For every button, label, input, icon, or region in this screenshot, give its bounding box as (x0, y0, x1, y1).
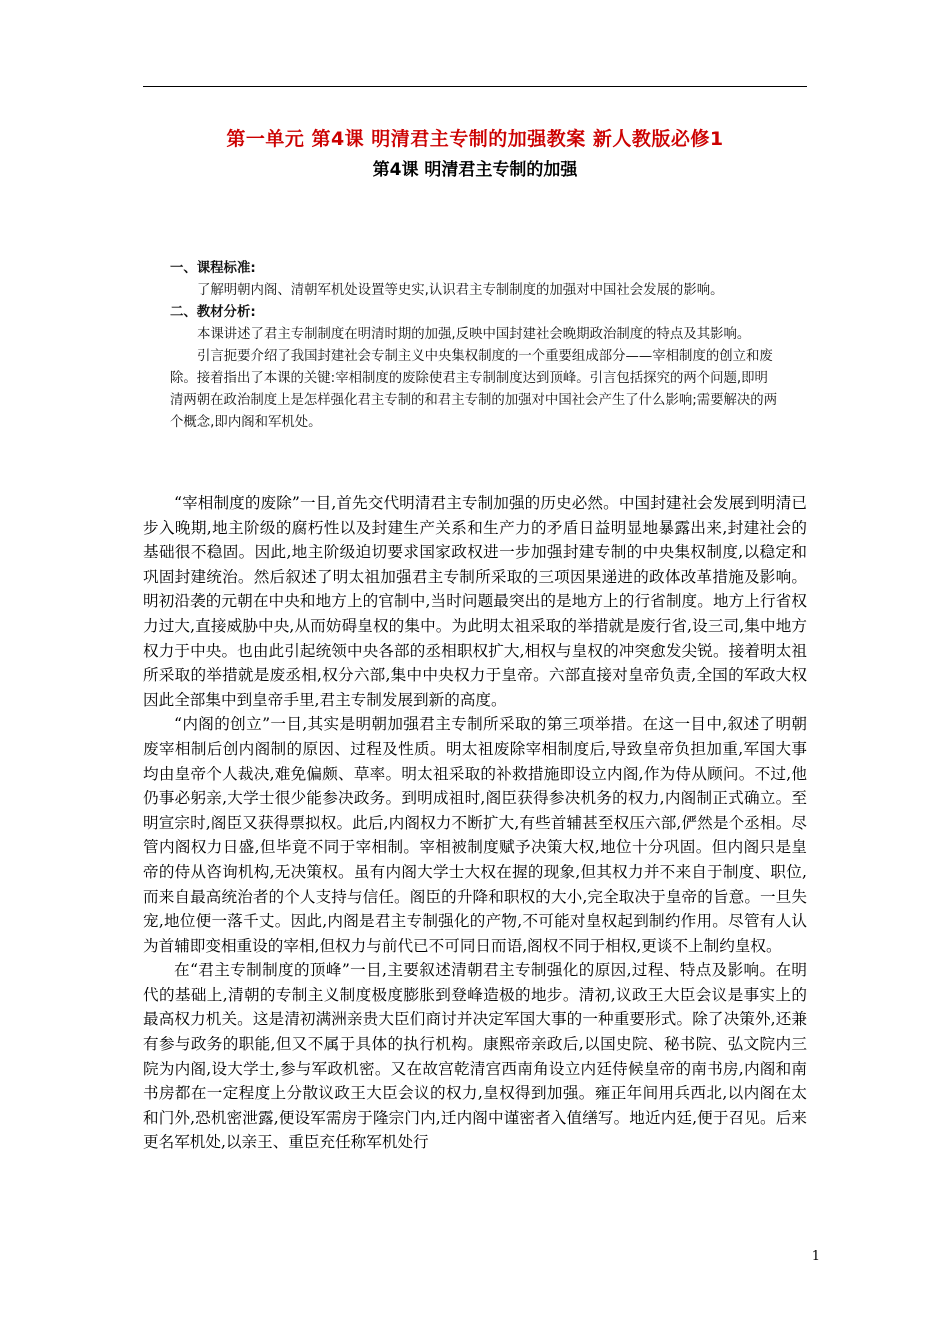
scanned-excerpt (170, 258, 780, 434)
body-paragraph-3: 在“君主专制制度的顶峰”一目,主要叙述清朝君主专制强化的原因,过程、特点及影响。在明代的基础上,清朝的专制主义制度极度膨胀到登峰造极的地步。清初,议政王大臣会议是事实上的最高权力机关。这是清初满洲亲贵大臣们商讨并决定军国大事的一种重要形式。除了决策外,还兼有参与政务的职能,但又不属于具体的执行机构。康熙帝亲政后,以国史院、秘书院、弘文院内三院为内阁,设大学士,参与军政机密。又在故宫乾清宫西南角设立内廷侍候皇帝的南书房,内阁和南书房都在一定程度上分散议政王大臣会议的权力,皇权得到加强。雍正年间用兵西北,以内阁在太和门外,恐机密泄露,便设军需房于隆宗门内,迁内阁中谨密者入值缮写。地近内廷,便于召见。后来更名军机处,以亲王、重臣充任称军机处行 (143, 961, 807, 1152)
header-rule (143, 86, 807, 87)
document-title: 第一单元 第4课 明清君主专制的加强教案 新人教版必修1 (226, 128, 724, 150)
body-text (143, 491, 807, 1155)
body-paragraph-2: “内阁的创立”一目,其实是明朝加强君主专制所采取的第三项举措。在这一目中,叙述了明朝废宰相制后创内阁制的原因、过程及性质。明太祖废除宰相制度后,导致皇帝负担加重,军国大事均由皇帝个人裁决,难免偏颇、草率。明太祖采取的补救措施即设立内阁,作为侍从顾问。不过,他仍事必躬亲,大学士很少能参决政务。到明成祖时,阁臣获得参决机务的权力,内阁制正式确立。至明宣宗时,阁臣又获得票拟权。此后,内阁权力不断扩大,有些首辅甚至权压六部,俨然是个丞相。尽管内阁权力日盛,但毕竟不同于宰相制。宰相被制度赋予决策大权,地位十分巩固。但内阁只是皇帝的侍从咨询机构,无决策权。虽有内阁大学士大权在握的现象,但其权力并不来自于制度、职位,而来自最高统治者的个人支持与信任。阁臣的升降和职权的大小,完全取决于皇帝的旨意。一旦失宠,地位便一落千丈。因此,内阁是君主专制强化的产物,不可能对皇权起到制约作用。尽管有人认为首辅即变相重设的宰相,但权力与前代已不可同日而语,阁权不同于相权,更谈不上制约皇权。 (143, 715, 807, 955)
heading-textbook-analysis: 二、教材分析: (170, 305, 256, 320)
analysis-paragraph-1: 本课讲述了君主专制制度在明清时期的加强,反映中国封建社会晚期政治制度的特点及其影响。 (197, 327, 751, 342)
analysis-paragraph-2: 引言扼要介绍了我国封建社会专制主义中央集权制度的一个重要组成部分——宰相制度的创立和废除。接着指出了本课的关键:宰相制度的废除使君主专制制度达到顶峰。引言包括探究的两个问题,即明清两朝在政治制度上是怎样强化君主专制的和君主专制的加强对中国社会产生了什么影响;需要解决的两个概念,即内阁和军机处。 (170, 349, 778, 430)
page-number: 1 (811, 1249, 820, 1264)
body-paragraph-1: “宰相制度的废除”一目,首先交代明清君主专制加强的历史必然。中国封建社会发展到明清已步入晚期,地主阶级的腐朽性以及封建生产关系和生产力的矛盾日益明显地暴露出来,封建社会的基础很不稳固。因此,地主阶级迫切要求国家政权进一步加强封建专制的中央集权制度,以稳定和巩固封建统治。然后叙述了明太祖加强君主专制所采取的三项因果递进的政体改革措施及影响。明初沿袭的元朝在中央和地方上的官制中,当时问题最突出的是地方上的行省制度。地方上行省权力过大,直接威胁中央,从而妨碍皇权的集中。为此明太祖采取的举措就是废行省,设三司,集中地方权力于中央。也由此引起统领中央各部的丞相职权扩大,相权与皇权的冲突愈发尖锐。接着明太祖所采取的举措就是废丞相,权分六部,集中中央权力于皇帝。六部直接对皇帝负责,全国的军政大权因此全部集中到皇帝手里,君主专制发展到新的高度。 (143, 494, 807, 709)
heading-course-standard: 一、课程标准: (170, 261, 256, 276)
lesson-title: 第4课 明清君主专制的加强 (372, 160, 578, 180)
course-standard-text: 了解明朝内阁、清朝军机处设置等史实,认识君主专制制度的加强对中国社会发展的影响。 (197, 283, 724, 298)
